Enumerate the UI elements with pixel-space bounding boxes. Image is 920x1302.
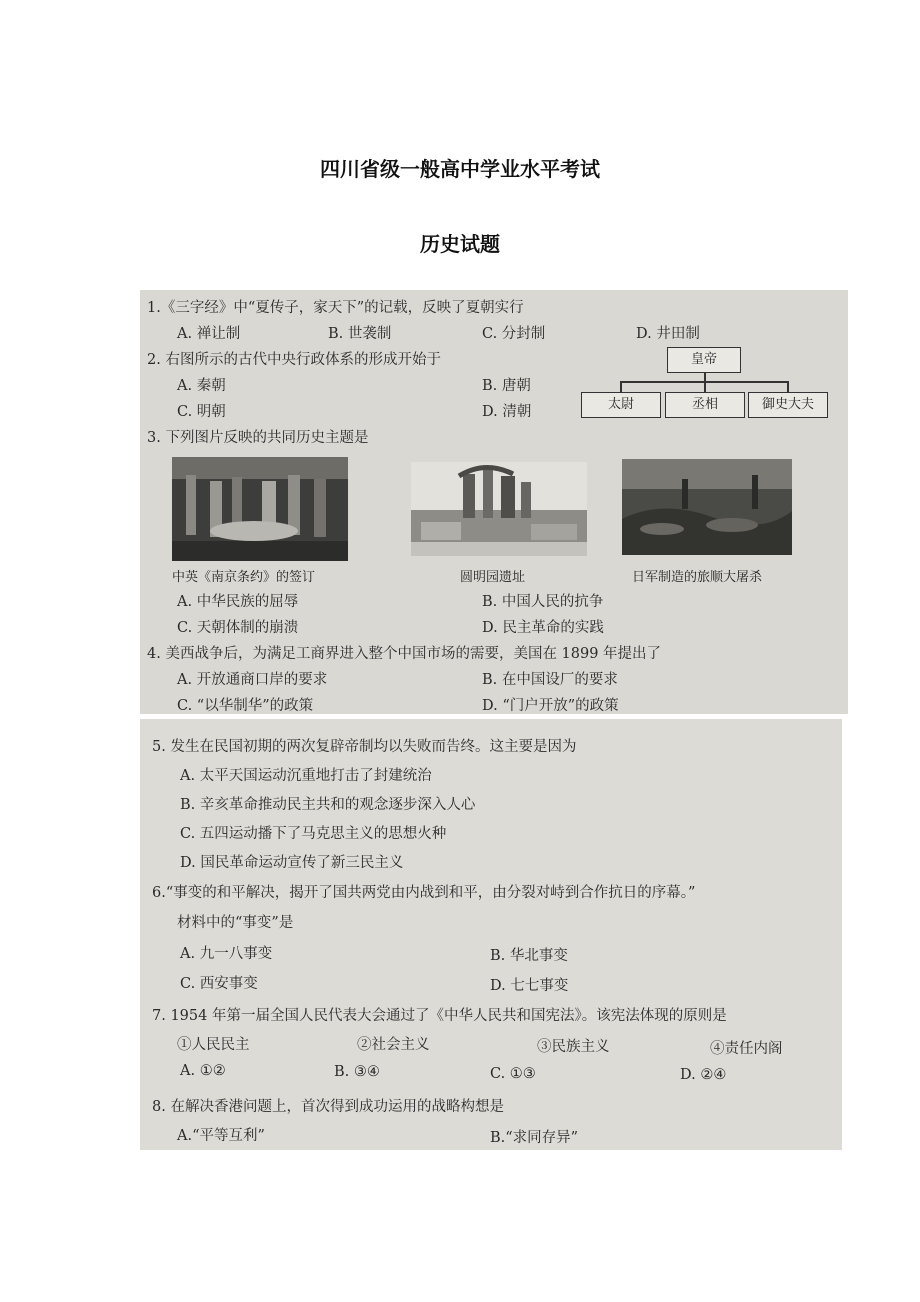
q6-option-d: D. 七七事变 — [490, 978, 569, 994]
diagram-taiwei: 太尉 — [581, 392, 661, 418]
yuanmingyuan-ruins-photo — [411, 462, 587, 556]
q2-option-d: D. 清朝 — [482, 404, 532, 420]
q7-option-a: A. ①② — [180, 1063, 226, 1079]
q5-stem: 5. 发生在民国初期的两次复辟帝制均以失败而告终。这主要是因为 — [152, 739, 577, 755]
q5-option-d: D. 国民革命运动宣传了新三民主义 — [180, 855, 404, 871]
q7-item-1: ①人民民主 — [177, 1037, 250, 1053]
q2-option-c: C. 明朝 — [177, 404, 226, 420]
q2-option-a: A. 秦朝 — [177, 378, 226, 394]
diagram-connector — [704, 381, 706, 392]
q4-option-b: B. 在中国设厂的要求 — [482, 672, 618, 688]
diagram-chancellor: 丞相 — [665, 392, 745, 418]
q3-option-a: A. 中华民族的屈辱 — [177, 594, 299, 610]
q2-option-b: B. 唐朝 — [482, 378, 531, 394]
q7-option-c: C. ①③ — [490, 1066, 536, 1082]
q3-option-b: B. 中国人民的抗争 — [482, 594, 604, 610]
q2-stem: 2. 右图所示的古代中央行政体系的形成开始于 — [147, 352, 441, 368]
q7-item-4: ④责任内阁 — [710, 1041, 783, 1057]
lushun-massacre-photo — [622, 459, 792, 555]
q1-option-b: B. 世袭制 — [328, 326, 392, 342]
diagram-emperor: 皇帝 — [667, 347, 741, 373]
photo-caption-treaty: 中英《南京条约》的签订 — [172, 570, 316, 585]
photo-caption-massacre: 日军制造的旅顺大屠杀 — [632, 570, 763, 585]
q3-option-d: D. 民主革命的实践 — [482, 620, 604, 636]
photo-caption-ruins: 圆明园遗址 — [460, 570, 526, 585]
q7-stem: 7. 1954 年第一届全国人民代表大会通过了《中华人民共和国宪法》。该宪法体现的原则是 — [152, 1008, 727, 1024]
page-subtitle: 历史试题 — [420, 232, 500, 256]
q3-stem: 3. 下列图片反映的共同历史主题是 — [147, 430, 369, 446]
q8-option-a: A.“平等互利” — [177, 1128, 265, 1144]
q6-stem: 6.“事变的和平解决，揭开了国共两党由内战到和平，由分裂对峙到合作抗日的序幕。” — [152, 885, 696, 901]
q6-stem-line-2: 材料中的“事变”是 — [177, 915, 294, 931]
diagram-censor: 御史大夫 — [748, 392, 828, 418]
q8-option-b: B.“求同存异” — [490, 1130, 579, 1146]
q4-option-d: D. “门户开放”的政策 — [482, 698, 619, 714]
q7-option-b: B. ③④ — [334, 1064, 380, 1080]
q3-option-c: C. 天朝体制的崩溃 — [177, 620, 299, 636]
q1-option-a: A. 禅让制 — [177, 326, 241, 342]
q4-stem: 4. 美西战争后，为满足工商界进入整个中国市场的需要，美国在 1899 年提出了 — [147, 646, 662, 662]
q1-option-c: C. 分封制 — [482, 326, 546, 342]
q5-option-c: C. 五四运动播下了马克思主义的思想火种 — [180, 826, 447, 842]
diagram-connector — [704, 373, 706, 381]
q7-option-d: D. ②④ — [680, 1067, 727, 1083]
q6-option-c: C. 西安事变 — [180, 976, 258, 992]
q1-stem: 1.《三字经》中“夏传子，家天下”的记载，反映了夏朝实行 — [147, 300, 524, 316]
q4-option-c: C. “以华制华”的政策 — [177, 698, 314, 714]
q6-option-a: A. 九一八事变 — [180, 946, 273, 962]
q5-option-b: B. 辛亥革命推动民主共和的观念逐步深入人心 — [180, 797, 476, 813]
treaty-signing-photo — [172, 457, 348, 561]
q1-option-d: D. 井田制 — [636, 326, 700, 342]
diagram-connector — [620, 381, 622, 392]
diagram-connector — [787, 381, 789, 392]
q6-option-b: B. 华北事变 — [490, 948, 568, 964]
q7-item-2: ②社会主义 — [357, 1037, 430, 1053]
q4-option-a: A. 开放通商口岸的要求 — [177, 672, 328, 688]
q7-item-3: ③民族主义 — [537, 1039, 610, 1055]
page-title: 四川省级一般高中学业水平考试 — [320, 157, 600, 181]
q8-stem: 8. 在解决香港问题上，首次得到成功运用的战略构想是 — [152, 1099, 504, 1115]
q5-option-a: A. 太平天国运动沉重地打击了封建统治 — [180, 768, 432, 784]
